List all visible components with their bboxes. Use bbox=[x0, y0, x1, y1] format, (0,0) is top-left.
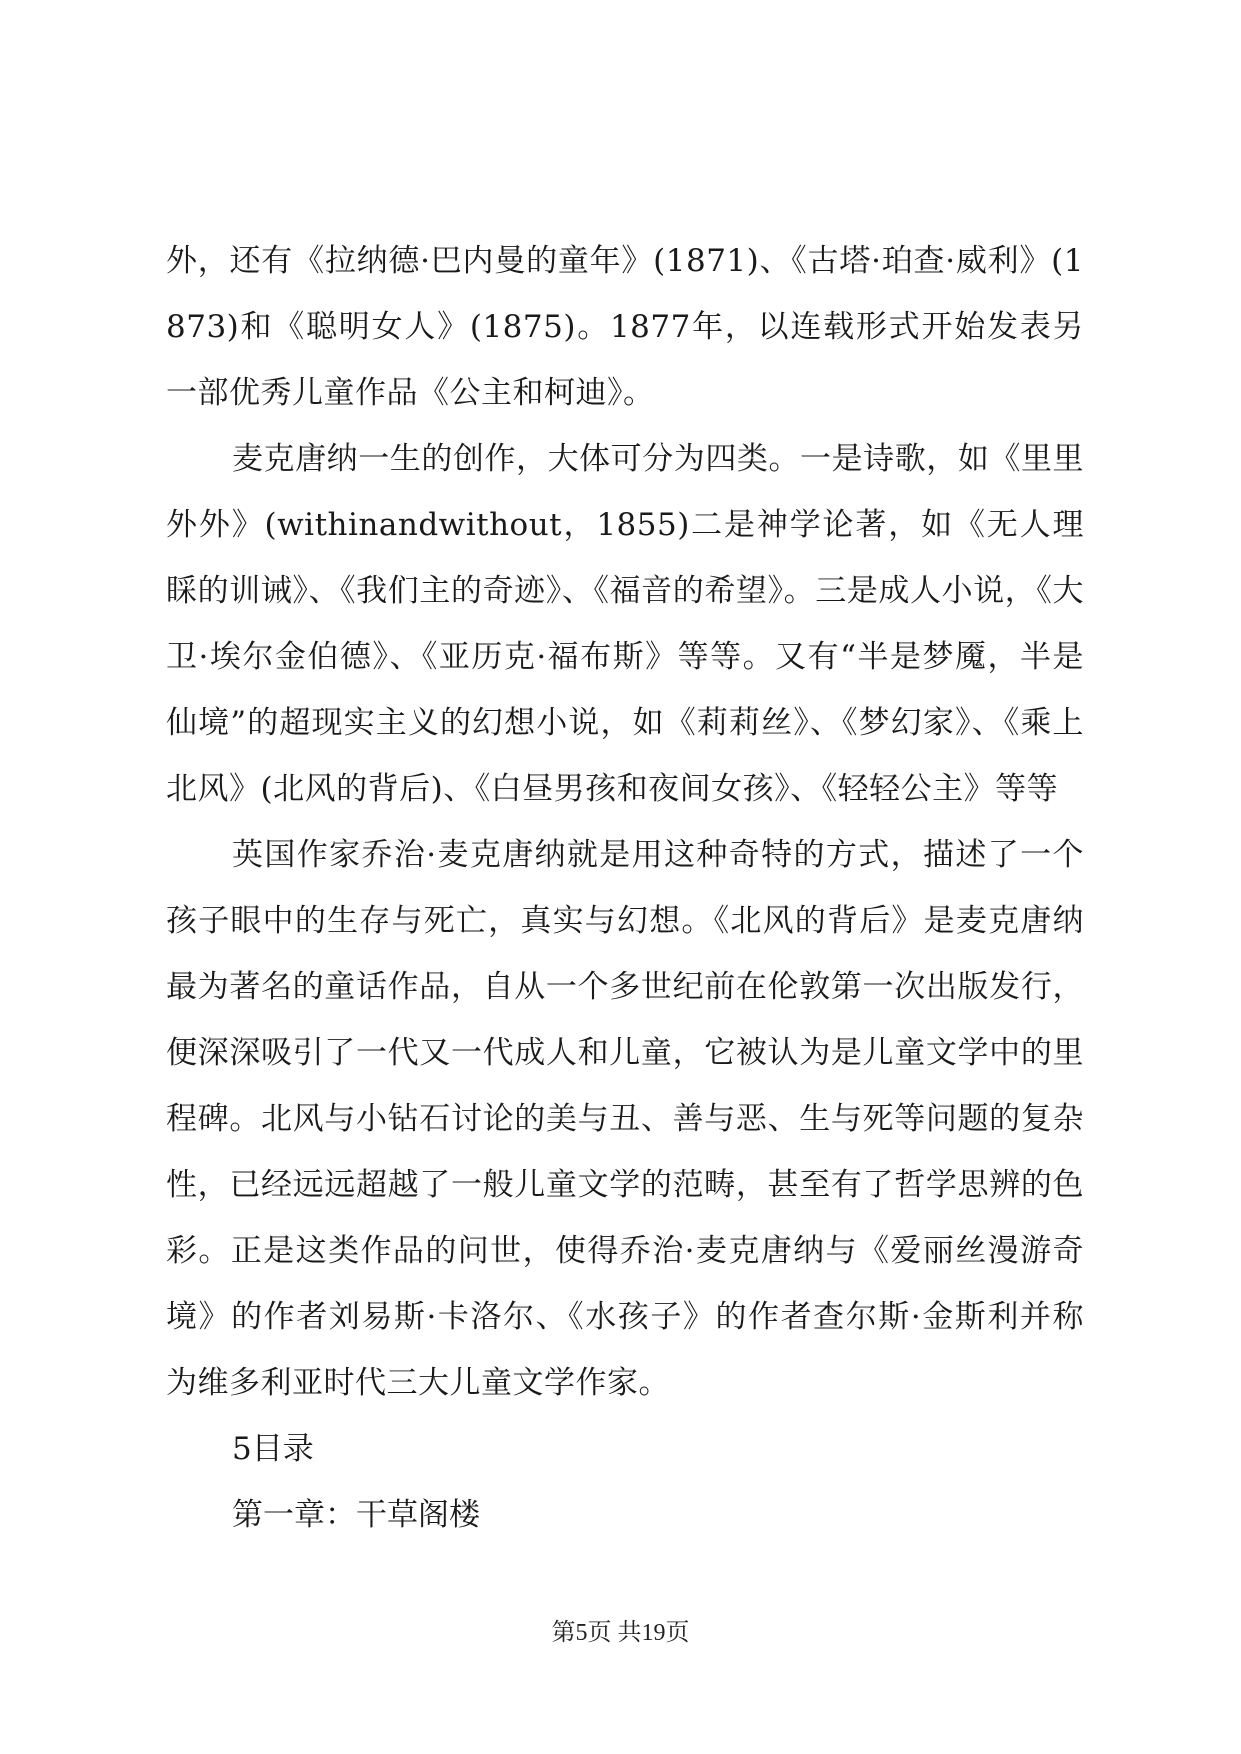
document-body bbox=[166, 228, 1084, 1548]
page-footer: 第5页 共19页 bbox=[551, 1620, 690, 1646]
paragraph-3: 英国作家乔治·麦克唐纳就是用这种奇特的方式，描述了一个孩子眼中的生存与死亡，真实与幻想。《北风的背后》是麦克唐纳最为著名的童话作品，自从一个多世纪前在伦敦第一次出版发行，便深深吸引了一代又一代成人和儿童，它被认为是儿童文学中的里程碑。北风与小钻石讨论的美与丑、善与恶、生与死等问题的复杂性，已经远远超越了一般儿童文学的范畴，甚至有了哲学思辨的色彩。正是这类作品的问世，使得乔治·麦克唐纳与《爱丽丝漫游奇境》的作者刘易斯·卡洛尔、《水孩子》的作者查尔斯·金斯利并称为维多利亚时代三大儿童文学作家。 bbox=[166, 837, 1084, 1401]
chapter-one-title: 第一章：干草阁楼 bbox=[232, 1497, 480, 1533]
paragraph-1: 外，还有《拉纳德·巴内曼的童年》(1871)、《古塔·珀查·威利》(1873)和《聪明女人》(1875)。1877年，以连载形式开始发表另一部优秀儿童作品《公主和柯迪》。 bbox=[166, 243, 1084, 411]
paragraph-2: 麦克唐纳一生的创作，大体可分为四类。一是诗歌，如《里里外外》(withinandwithout，1855)二是神学论著，如《无人理睬的训诫》、《我们主的奇迹》、《福音的希望》。三是成人小说，《大卫·埃尔金伯德》、《亚历克·福布斯》等等。又有“半是梦魇，半是仙境”的超现实主义的幻想小说，如《莉莉丝》、《梦幻家》、《乘上北风》(北风的背后)、《白昼男孩和夜间女孩》、《轻轻公主》等等 bbox=[166, 441, 1084, 807]
toc-heading: 5目录 bbox=[232, 1431, 314, 1467]
